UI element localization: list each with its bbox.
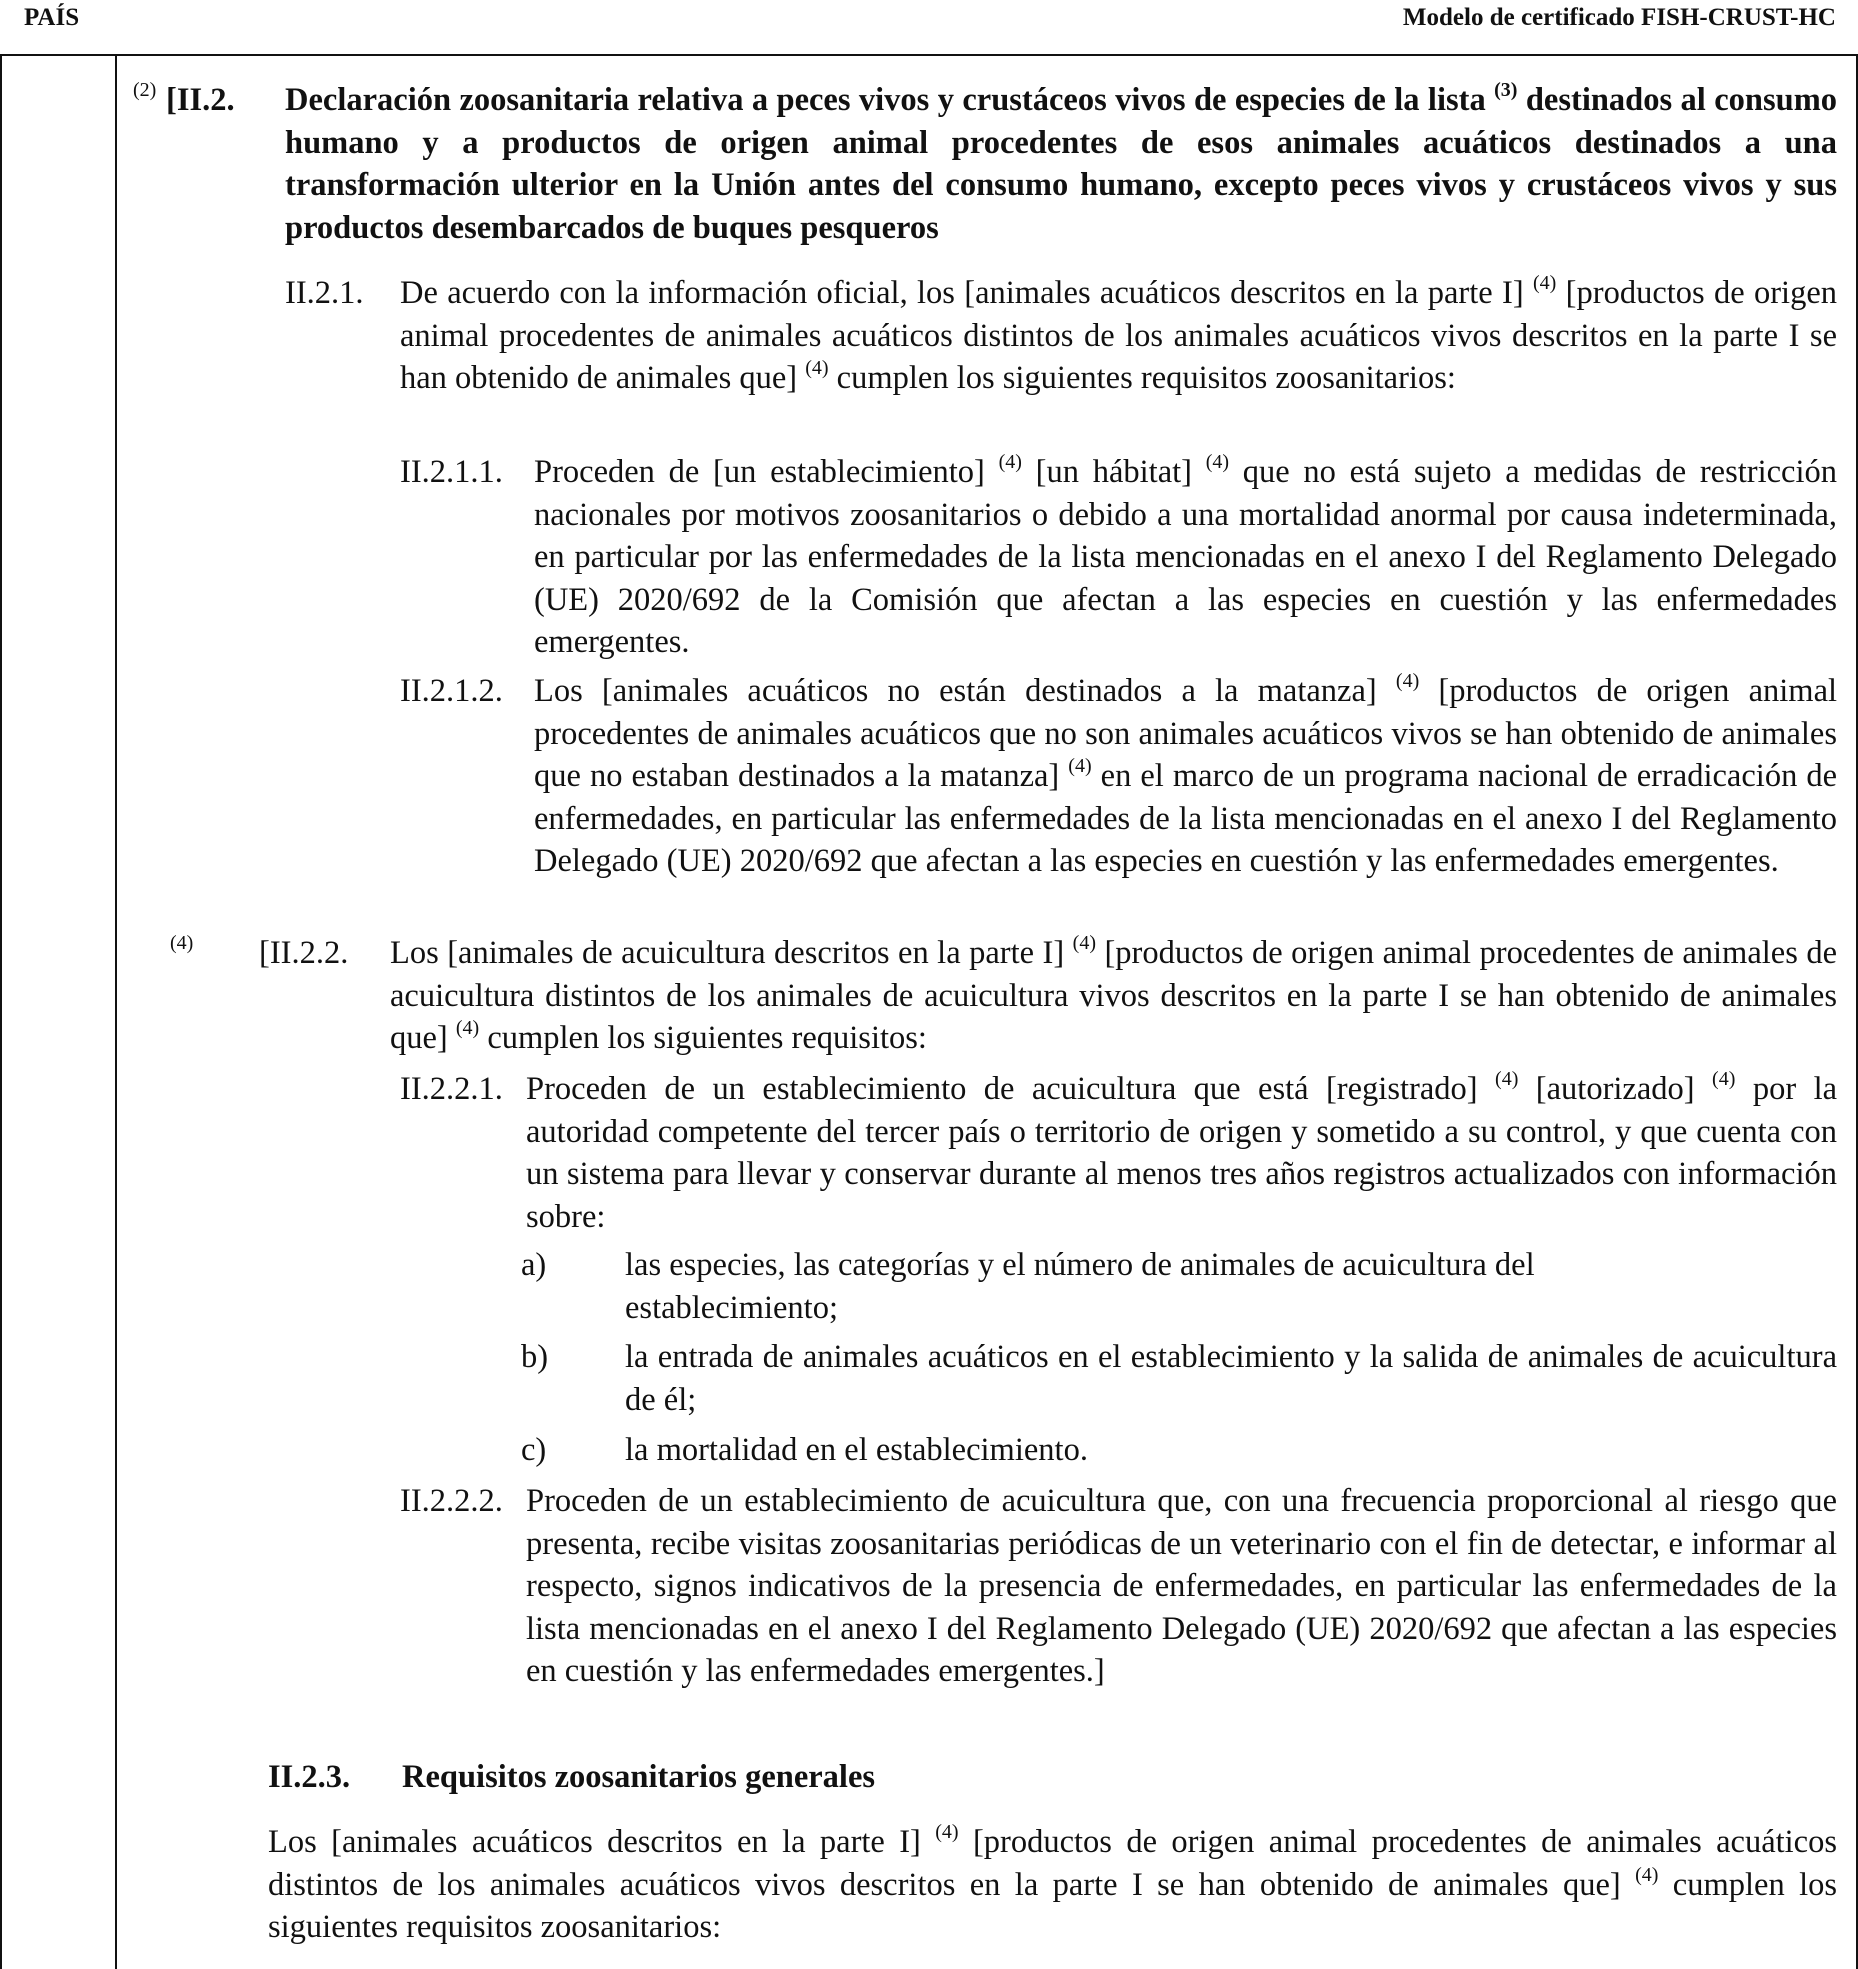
list-item-label: c) [521,1432,547,1468]
left-border [0,54,2,1969]
clause-number: [II.2.2. [259,935,349,971]
section-title: Requisitos zoosanitarios generales [402,1759,876,1795]
column-divider [115,54,117,1969]
list-item-label: b) [521,1339,549,1375]
list-item: la mortalidad en el establecimiento. [625,1432,1088,1468]
clause-text: Proceden de [un establecimiento] $^{(4)}$ [un hábitat] $^{(4)}$ que no está sujeto a medidas de restricción nacionales por motivos zoosanitarios o debido a una mortalidad anormal por causa indeterminada, en particular por las enfermedades de la lista mencionadas en el anexo I del Reglamento Delegado (UE) 2020/692 de la Comisión que afectan a las especies en cuestión y las enfermedades emergentes. [534,451,1838,660]
section-title: Declaración zoosanitaria relativa a peces vivos y crustáceos vivos de especies de la lista $^{(3)}$ destinados al consumo humano y a productos de origen animal procedentes de esos animales acuáticos destinados a una transformación ulterior en la Unión antes del consumo humano, excepto peces vivos y crustáceos vivos y sus productos desembarcados de buques pesqueros [285,79,1838,246]
section-number: II.2.3. [268,1759,351,1795]
certificate-model-label: Modelo de certificado FISH-CRUST-HC [1402,4,1836,31]
section-number: [II.2. [166,82,235,118]
clause-number: II.2.2.1. [400,1071,503,1107]
list-item: las especies, las categorías y el número de animales de acuicultura del establecimiento; [625,1247,1535,1326]
clause-text: Proceden de un establecimiento de acuicultura que está [registrado] $^{(4)}$ [autorizado] $^{(4)}$ por la autoridad competente del tercer país o territorio de origen y sometido a su control, y que cuenta con un sistema para llevar y conservar durante al menos tres años registros actualizados con información sobre: [526,1068,1838,1235]
top-rule [0,54,1858,56]
list-item: la entrada de animales acuáticos en el establecimiento y la salida de animales de acuicultura de él; [625,1339,1837,1418]
country-label: PAÍS [24,4,80,31]
section-marker: (2) [133,79,157,101]
clause-text: Los [animales de acuicultura descritos en la parte I] $^{(4)}$ [productos de origen animal procedentes de animales de acuicultura distintos de los animales de acuicultura vivos descritos en la parte I se han obtenido de animales que] $^{(4)}$ cumplen los siguientes requisitos: [390,932,1838,1056]
clause-number: II.2.2.2. [400,1483,503,1519]
list-item-label: a) [521,1247,547,1283]
clause-marker: (4) [170,932,194,954]
clause-text: Los [animales acuáticos descritos en la parte I] $^{(4)}$ [productos de origen animal procedentes de animales acuáticos distintos de los animales acuáticos vivos descritos en la parte I se han obtenido de animales que] $^{(4)}$ cumplen los siguientes requisitos zoosanitarios: [268,1821,1838,1945]
clause-text: Los [animales acuáticos no están destinados a la matanza] $^{(4)}$ [productos de origen animal procedentes de animales acuáticos que no son animales acuáticos vivos se han obtenido de animales que no estaban destinados a la matanza] $^{(4)}$ en el marco de un programa nacional de erradicación de enfermedades, en particular las enfermedades de la lista mencionadas en el anexo I del Reglamento Delegado (UE) 2020/692 que afectan a las especies en cuestión y las enfermedades emergentes. [534,670,1838,879]
clause-text: De acuerdo con la información oficial, los [animales acuáticos descritos en la parte I] $^{(4)}$ [productos de origen animal procedentes de animales acuáticos distintos de los animales acuáticos vivos descritos en la parte I se han obtenido de animales que] $^{(4)}$ cumplen los siguientes requisitos zoosanitarios: [400,272,1838,396]
clause-number: II.2.1. [285,275,364,311]
clause-text: Proceden de un establecimiento de acuicultura que, con una frecuencia proporcional al riesgo que presenta, recibe visitas zoosanitarias periódicas de un veterinario con el fin de detectar, e informar al respecto, signos indicativos de la presencia de enfermedades, en particular las enfermedades de la lista mencionadas en el anexo I del Reglamento Delegado (UE) 2020/692 que afectan a las especies en cuestión y las enfermedades emergentes.] [526,1483,1837,1689]
clause-number: II.2.1.1. [400,454,503,490]
clause-number: II.2.1.2. [400,673,503,709]
